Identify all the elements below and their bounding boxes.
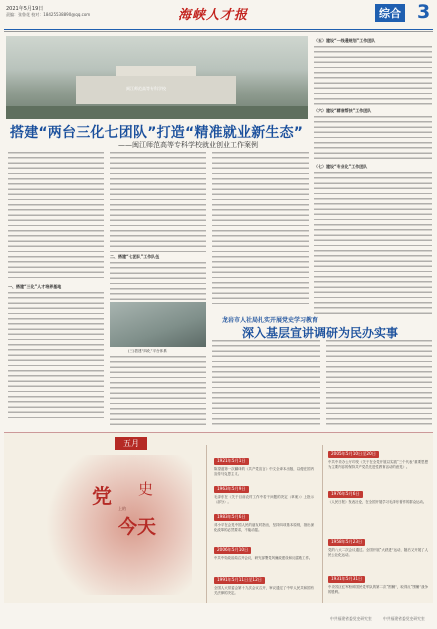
campus-photo xyxy=(6,36,308,119)
timeline-text: 陈望道第一次翻译的《共产党宣言》中文全译本出版，以便在国内宣传马克思主义。 xyxy=(214,467,314,476)
issue-date: 2021年5月19日 xyxy=(6,6,44,12)
section-badge: 综合 xyxy=(375,4,405,22)
editor-contact: 校对：18425538890@qq.com xyxy=(31,12,91,17)
timeline-right-4 xyxy=(328,565,428,594)
right-text-block-3 xyxy=(314,172,432,314)
editor-line xyxy=(6,12,90,18)
footer-source-left: 中共福建省委党史研究室 xyxy=(330,616,372,621)
history-title-today: 今天 xyxy=(118,516,157,538)
second-text-1 xyxy=(212,340,320,426)
lead-column-2-bottom xyxy=(110,356,206,426)
right-text-block-1 xyxy=(314,46,432,106)
lead-subhead: ——闽江师范高等专科学校就业创业工作案例 xyxy=(118,141,258,149)
timeline-date: 1958年5月23日 xyxy=(328,539,365,546)
footer-source-right: 中共福建省委党史研究室 xyxy=(383,616,425,621)
lead-text-3 xyxy=(212,152,309,308)
right-subhead-3: （七）建设“专业化”工作团队 xyxy=(314,164,368,169)
timeline-date: 1963年5月9日 xyxy=(214,486,249,493)
second-headline: 深入基层宣讲调研为民办实事 xyxy=(242,326,399,340)
editor-name: 责编：张鲁花 xyxy=(6,12,30,17)
lead-column-2 xyxy=(110,152,206,304)
lead-section-two-title: 二、搭建“七团队”工作队伍 xyxy=(110,254,160,259)
timeline-right-3 xyxy=(328,528,428,557)
history-art xyxy=(42,455,192,595)
second-column-1 xyxy=(212,340,320,426)
timeline-text: 党的八大二次会议通过。全国开展“大跃进”运动，随后又开展了人民公社化运动。 xyxy=(328,548,428,557)
timeline-text: 中央苏区红军粉碎国民党军队的第二次“围剿”，取得反“围剿”战争的胜利。 xyxy=(328,585,428,594)
timeline-text: 邓小平在会见中国人民的朋友时指出，坚持四项基本原则，指出深化改革的必然要求，不能动摇。 xyxy=(214,523,314,532)
photo-trees xyxy=(6,106,308,119)
right-column-top xyxy=(314,36,432,314)
timeline-date: 1991年5月11日至12日 xyxy=(214,577,265,584)
timeline-left-5 xyxy=(214,566,314,595)
timeline-right-line xyxy=(322,445,323,603)
page-header xyxy=(0,0,437,34)
timeline-text: 中共中央政治局召开会议，研究部署党风廉政建设和反腐败工作。 xyxy=(214,556,313,560)
timeline-right-2 xyxy=(328,480,428,505)
lead-section-one-title: 一、搭建“三化”人才培养基地 xyxy=(8,284,62,289)
right-text-block-2 xyxy=(314,116,432,162)
lead-column-1 xyxy=(8,152,104,420)
lead-headline: 搭建“两台三化七团队”打造“精准就业新生态” xyxy=(10,125,304,141)
timeline-left-4 xyxy=(214,536,314,561)
lead-column-3 xyxy=(212,152,309,308)
second-column-2 xyxy=(326,340,432,426)
timeline-left-2 xyxy=(214,475,314,504)
photo-sign: 闽江师范高等专科学校 xyxy=(126,86,166,91)
timeline-text: 中共中央办公厅印发《关于在全党开展以实践“三个代表”重要思想为主要内容的保持共产党员先进性教育活动的意见》。 xyxy=(328,460,428,469)
history-title-small: 上的 xyxy=(118,506,126,511)
timeline-date: 1931年5月31日 xyxy=(328,576,365,583)
inner-photo-caption: (三)搭建“四化”平台体系 xyxy=(128,349,167,353)
timeline-date: 1976年5月6日 xyxy=(328,491,363,498)
lead-text-1a xyxy=(8,152,104,282)
timeline-text: 全国人大常委会第十九次会议召开，审议通过了中华人民共和国有关法律的决定。 xyxy=(214,586,314,595)
masthead-logo: 海峡人才报 xyxy=(178,8,249,23)
lead-text-2b xyxy=(110,262,206,304)
lead-text-2a xyxy=(110,152,206,252)
timeline-date: 1921年5月1日 xyxy=(214,458,249,465)
inner-photo xyxy=(110,302,206,347)
timeline-left-line xyxy=(206,445,207,603)
history-month: 五月 xyxy=(115,437,147,450)
history-title-party: 党 xyxy=(92,484,112,508)
lead-text-2c xyxy=(110,356,206,426)
timeline-text: 《人民日报》发表社论，在全国开展学习毛泽东著作的群众运动。 xyxy=(328,500,427,504)
header-rule xyxy=(4,29,433,30)
timeline-date: 2006年5月10日 xyxy=(214,547,251,554)
timeline-date: 1983年5月6日 xyxy=(214,514,249,521)
timeline-date: 2005年5月10日至20日 xyxy=(328,451,379,458)
right-subhead-2: （六）建设“精准帮扶”工作团队 xyxy=(314,108,372,113)
header-rule-thin xyxy=(4,31,433,32)
timeline-right-1 xyxy=(328,440,428,469)
timeline-left-1 xyxy=(214,447,314,476)
page-number: 3 xyxy=(417,1,431,23)
timeline-left-3 xyxy=(214,503,314,532)
timeline-text: 毛泽东在《关于目前农村工作中若干问题的决定（草案）》上批示（部分）。 xyxy=(214,495,314,504)
right-subhead-1: （五）建设“一线通规划”工作团队 xyxy=(314,38,376,43)
second-text-2 xyxy=(326,340,432,426)
second-kicker: 龙岩市人社局扎实开展党史学习教育 xyxy=(222,317,319,324)
lead-text-1b xyxy=(8,292,104,420)
history-title-history: 史 xyxy=(138,480,154,498)
